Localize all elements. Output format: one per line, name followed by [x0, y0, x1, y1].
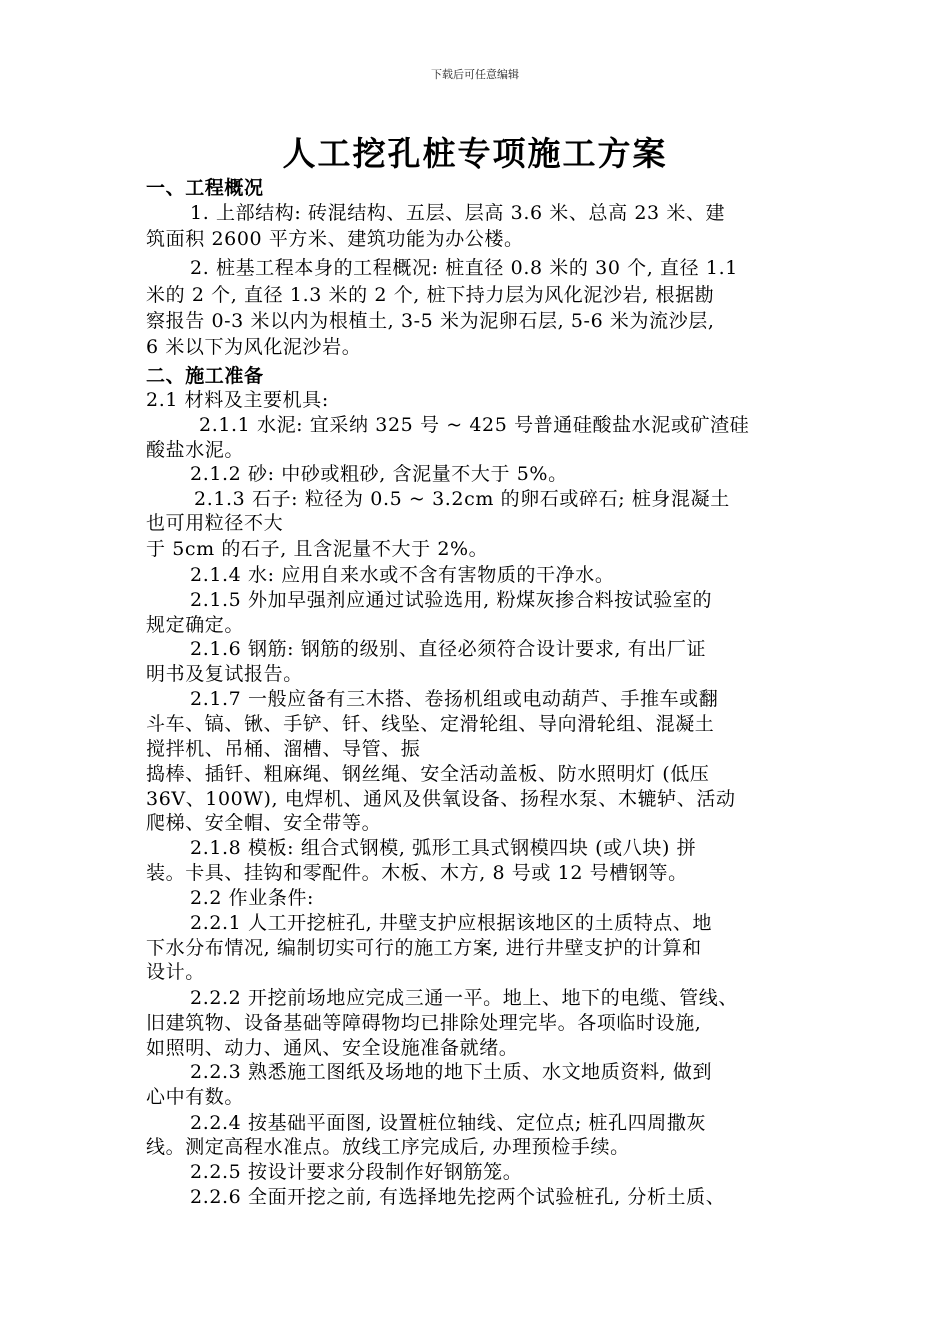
paragraph-line: 捣棒、插钎、粗麻绳、钢丝绳、安全活动盖板、防水照明灯 (低压 [146, 763, 710, 785]
header-note: 下载后可任意编辑 [431, 68, 519, 81]
paragraph-line: 搅拌机、吊桶、溜槽、导管、振 [146, 738, 421, 760]
paragraph-line: 2.2.5 按设计要求分段制作好钢筋笼。 [190, 1161, 523, 1183]
paragraph-line: 1. 上部结构: 砖混结构、五层、层高 3.6 米、总高 23 米、建 [190, 202, 726, 224]
paragraph-line: 装。卡具、挂钩和零配件。木板、木方, 8 号或 12 号槽钢等。 [146, 862, 688, 884]
subsection-heading: 2.2 作业条件: [190, 887, 315, 909]
paragraph-line: 设计。 [146, 961, 205, 983]
document-title: 人工挖孔桩专项施工方案 [282, 134, 668, 173]
paragraph-line: 心中有数。 [146, 1086, 245, 1108]
paragraph-line: 6 米以下为风化泥沙岩。 [146, 336, 362, 358]
paragraph-line: 2.1.1 水泥: 宜采纳 325 号 ~ 425 号普通硅酸盐水泥或矿渣硅 [199, 414, 750, 436]
paragraph-line: 下水分布情况, 编制切实可行的施工方案, 进行井壁支护的计算和 [146, 937, 702, 959]
paragraph-line: 于 5cm 的石子, 且含泥量不大于 2%。 [146, 538, 489, 560]
paragraph-line: 2.2.4 按基础平面图, 设置桩位轴线、定位点; 桩孔四周撒灰 [190, 1112, 707, 1134]
paragraph-line: 2.1.2 砂: 中砂或粗砂, 含泥量不大于 5%。 [190, 463, 568, 485]
paragraph-line: 2.2.6 全面开挖之前, 有选择地先挖两个试验桩孔, 分析土质、 [190, 1186, 726, 1208]
paragraph-line: 线。测定高程水准点。放线工序完成后, 办理预检手续。 [146, 1136, 630, 1158]
paragraph-line: 明书及复试报告。 [146, 663, 303, 685]
subsection-heading: 2.1 材料及主要机具: [146, 389, 329, 411]
paragraph-line: 2.1.5 外加早强剂应通过试验选用, 粉煤灰掺合料按试验室的 [190, 589, 713, 611]
paragraph-line: 2.1.8 模板: 组合式钢模, 弧形工具式钢模四块 (或八块) 拼 [190, 837, 697, 859]
paragraph-line: 2.2.2 开挖前场地应完成三通一平。地上、地下的电缆、管线、 [190, 987, 738, 1009]
paragraph-line: 2.2.3 熟悉施工图纸及场地的地下土质、水文地质资料, 做到 [190, 1061, 713, 1083]
section-heading: 二、施工准备 [146, 365, 264, 387]
paragraph-line: 酸盐水泥。 [146, 439, 245, 461]
paragraph-line: 如照明、动力、通风、安全设施准备就绪。 [146, 1037, 519, 1059]
paragraph-line: 旧建筑物、设备基础等障碍物均已排除处理完毕。各项临时设施, [146, 1012, 702, 1034]
paragraph-line: 爬梯、安全帽、安全带等。 [146, 812, 382, 834]
paragraph-line: 2. 桩基工程本身的工程概况: 桩直径 0.8 米的 30 个, 直径 1.1 [190, 257, 738, 279]
paragraph-line: 规定确定。 [146, 614, 245, 636]
paragraph-line: 36V、100W), 电焊机、通风及供氧设备、扬程水泵、木辘轳、活动 [146, 788, 736, 810]
paragraph-line: 米的 2 个, 直径 1.3 米的 2 个, 桩下持力层为风化泥沙岩, 根据勘 [146, 284, 715, 306]
paragraph-line: 察报告 0-3 米以内为根植土, 3-5 米为泥卵石层, 5-6 米为流沙层, [146, 310, 715, 332]
paragraph-line: 2.1.6 钢筋: 钢筋的级别、直径必须符合设计要求, 有出厂证 [190, 638, 707, 660]
paragraph-line: 筑面积 2600 平方米、建筑功能为办公楼。 [146, 228, 524, 250]
paragraph-line: 2.2.1 人工开挖桩孔, 井壁支护应根据该地区的土质特点、地 [190, 912, 713, 934]
paragraph-line: 2.1.4 水: 应用自来水或不含有害物质的干净水。 [190, 564, 615, 586]
paragraph-line: 也可用粒径不大 [146, 512, 284, 534]
section-heading: 一、工程概况 [146, 177, 264, 199]
paragraph-line: 2.1.3 石子: 粒径为 0.5 ~ 3.2cm 的卵石或碎石; 桩身混凝土 [194, 488, 730, 510]
paragraph-line: 斗车、镐、锹、手铲、钎、线坠、定滑轮组、导向滑轮组、混凝土 [146, 713, 715, 735]
paragraph-line: 2.1.7 一般应备有三木搭、卷扬机组或电动葫芦、手推车或翻 [190, 688, 719, 710]
